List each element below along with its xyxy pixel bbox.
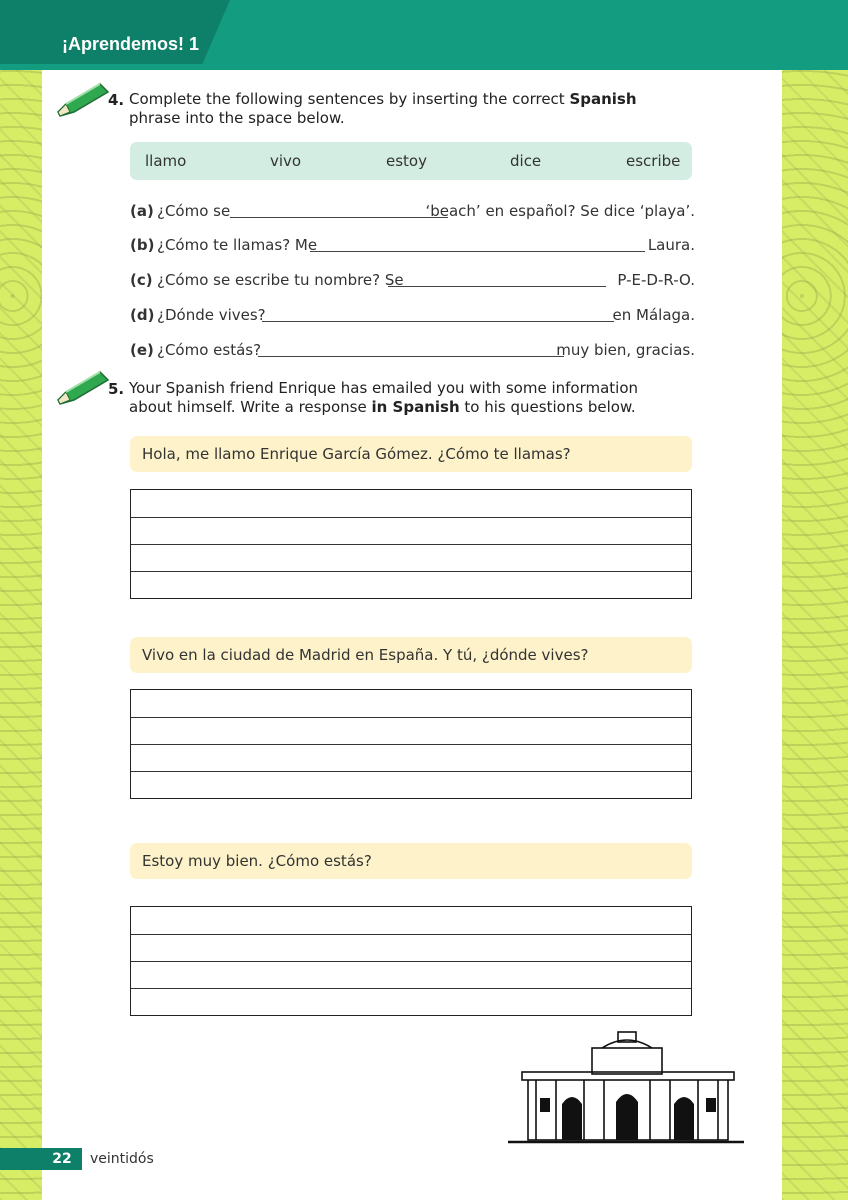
writing-line: [131, 934, 691, 935]
sentence-label: (d): [130, 306, 155, 324]
sentence-e: [130, 341, 695, 363]
q5-number: 5.: [108, 380, 125, 398]
footer-bar: [0, 1148, 42, 1170]
page-number: 22: [42, 1148, 82, 1170]
pencil-icon: [56, 82, 110, 118]
page-title: ¡Aprendemos! 1: [62, 34, 200, 54]
sentence-label: (e): [130, 341, 154, 359]
answer-blank-a[interactable]: [230, 217, 448, 218]
q4-number: 4.: [108, 91, 125, 109]
email-prompt-text: Vivo en la ciudad de Madrid en España. Y tú, ¿dónde vives?: [142, 646, 589, 664]
word-bank-item: llamo: [145, 152, 187, 170]
writing-line: [131, 988, 691, 989]
answer-blank-c[interactable]: [388, 286, 606, 287]
writing-line: [131, 961, 691, 962]
writing-line: [131, 771, 691, 772]
email-prompt-text: Hola, me llamo Enrique García Gómez. ¿Cómo te llamas?: [142, 445, 571, 463]
worksheet-page: [42, 70, 782, 1200]
sentence-text-after: ‘beach’ en español? Se dice ‘playa’.: [425, 202, 695, 220]
sentence-a: [130, 202, 695, 224]
q5-text-bold: in Spanish: [371, 398, 460, 416]
sentence-text-after: Laura.: [647, 236, 695, 254]
word-bank-item: escribe: [626, 152, 681, 170]
answer-box-3[interactable]: [130, 906, 692, 1016]
sentence-text-after: P-E-D-R-O.: [617, 271, 695, 289]
q5-text-after: to his questions below.: [459, 398, 636, 416]
sentence-text-before: ¿Cómo te llamas? Me: [157, 236, 318, 254]
puerta-de-alcala-illustration: [506, 1028, 746, 1148]
email-prompt-3: [130, 843, 692, 879]
word-bank-item: dice: [510, 152, 542, 170]
answer-blank-e[interactable]: [258, 356, 564, 357]
q4-text-before: Complete the following sentences by inserting the correct: [129, 90, 570, 108]
sentence-d: [130, 306, 695, 328]
q4-instructions: [129, 90, 689, 128]
right-doodle-margin: [782, 70, 848, 1200]
q4-text-bold: Spanish: [569, 90, 637, 108]
writing-line: [131, 744, 691, 745]
q5-text-before: Your Spanish friend Enrique has emailed you with some information about himself. Write a response: [129, 379, 639, 416]
writing-line: [131, 571, 691, 572]
email-prompt-1: [130, 436, 692, 472]
email-prompt-text: Estoy muy bien. ¿Cómo estás?: [142, 852, 372, 870]
sentence-label: (c): [130, 271, 153, 289]
writing-line: [131, 717, 691, 718]
word-bank-item: vivo: [270, 152, 302, 170]
left-doodle-margin: [0, 70, 42, 1200]
answer-blank-b[interactable]: [310, 251, 645, 252]
email-prompt-2: [130, 637, 692, 673]
sentence-label: (a): [130, 202, 154, 220]
writing-line: [131, 544, 691, 545]
sentence-b: [130, 236, 695, 258]
page-number-word: veintidós: [90, 1151, 154, 1167]
sentence-label: (b): [130, 236, 155, 254]
header-bar: [0, 0, 848, 70]
answer-box-2[interactable]: [130, 689, 692, 799]
sentence-text-before: ¿Cómo se: [157, 202, 231, 220]
answer-box-1[interactable]: [130, 489, 692, 599]
sentence-text-before: ¿Cómo estás?: [157, 341, 262, 359]
writing-line: [131, 517, 691, 518]
word-bank-item: estoy: [386, 152, 427, 170]
sentence-text-before: ¿Cómo se escribe tu nombre? Se: [157, 271, 404, 289]
pencil-icon: [56, 370, 110, 406]
answer-blank-d[interactable]: [262, 321, 614, 322]
sentence-c: [130, 271, 695, 293]
q4-text-after: phrase into the space below.: [129, 109, 345, 127]
sentence-text-after: en Málaga.: [612, 306, 695, 324]
sentence-text-before: ¿Dónde vives?: [157, 306, 266, 324]
sentence-text-after: muy bien, gracias.: [556, 341, 695, 359]
q5-instructions: [129, 379, 669, 417]
word-bank: [130, 142, 692, 180]
